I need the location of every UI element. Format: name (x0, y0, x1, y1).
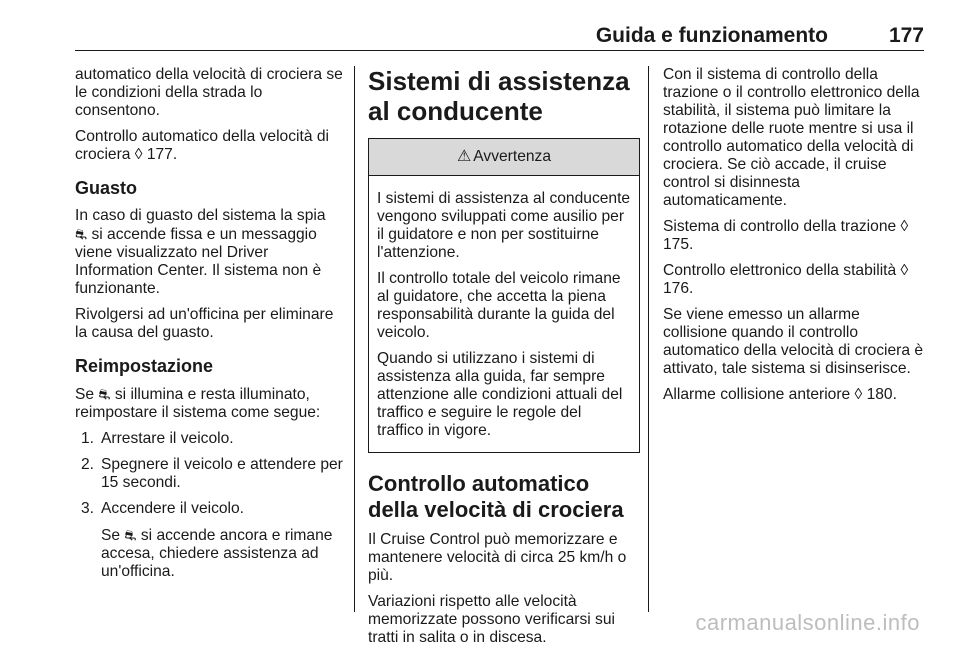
warning-paragraph: Quando si utilizzano i sistemi di assistenza alla guida, far sempre attenzione alle condizioni attuali del traffico e seguire le regole del traffico in vigore. (377, 350, 623, 439)
step-number: 3. (81, 500, 95, 517)
section-title: Sistemi di assistenza al conducente (368, 66, 630, 126)
step-number: 2. (81, 456, 95, 473)
cross-reference: Controllo automatico della velocità di crociera ◊ 177. (75, 128, 329, 163)
warning-body (369, 176, 639, 452)
paragraph-text: In caso di guasto del sistema la spia (75, 207, 326, 224)
paragraph: Variazioni rispetto alle velocità memorizzate possono verificarsi sui tratti in salita o in discesa. (368, 593, 615, 646)
cruise-control-lamp-icon: ⛐ (98, 386, 111, 402)
paragraph: Rivolgersi ad un'officina per eliminare la causa del guasto. (75, 306, 334, 341)
cross-reference: Controllo elettronico della stabilità ◊ 176. (663, 262, 909, 297)
paragraph-text: si accende ancora e rimane accesa, chiedere assistenza ad un'officina. (101, 527, 333, 580)
warning-paragraph: I sistemi di assistenza al conducente vengono sviluppati come ausilio per il guidatore e non per sostituirne l'attenzione. (377, 190, 631, 261)
cross-reference: Allarme collisione anteriore ◊ 180. (663, 386, 897, 403)
paragraph: Il Cruise Control può memorizzare e mantenere velocità di circa 25 km/h o più. (368, 531, 627, 584)
cross-reference: Sistema di controllo della trazione ◊ 175. (663, 218, 909, 253)
watermark: carmanualsonline.info (695, 610, 920, 635)
warning-triangle-icon: ⚠ (456, 148, 472, 165)
step-number: 1. (81, 430, 95, 447)
paragraph-text: Se (101, 527, 121, 544)
paragraph (75, 207, 345, 298)
steps-list (75, 430, 345, 518)
section-title-cruise-control: Controllo automatico della velocità di crociera (368, 471, 624, 522)
paragraph: automatico della velocità di crociera se le condizioni della strada lo consentono. (75, 66, 343, 119)
column-2 (368, 66, 640, 655)
column-1 (75, 66, 345, 589)
page-number: 177 (888, 24, 924, 47)
cruise-control-lamp-icon: ⛐ (75, 226, 88, 242)
paragraph: Con il sistema di controllo della trazione o il controllo elettronico della stabilità, il sistema può limitare la rotazione delle ruote mentre si usa il controllo automatico della velocità di crociera. Se ciò accade, il cruise control si disinnesta automaticamente. (663, 66, 920, 209)
warning-paragraph: Il controllo totale del veicolo rimane al guidatore, che accetta la piena responsabilità durante la guida del veicolo. (377, 270, 621, 341)
header-rule (75, 50, 924, 51)
step-text: Spegnere il veicolo e attendere per 15 secondi. (101, 456, 343, 491)
header-title: Guida e funzionamento (595, 24, 828, 47)
warning-title: Avvertenza (473, 148, 552, 165)
warning-header (369, 139, 639, 176)
list-item (75, 430, 345, 448)
heading-reimpostazione: Reimpostazione (75, 356, 214, 376)
paragraph-text: si illumina e resta illuminato, reimpostare il sistema come segue: (75, 386, 321, 421)
column-divider-1 (354, 66, 355, 612)
paragraph-text: Se (75, 386, 95, 403)
column-divider-2 (648, 66, 649, 612)
list-item (75, 456, 345, 492)
paragraph-text: si accende fissa e un messaggio viene visualizzato nel Driver Information Center. Il sistema non è funzionante. (75, 226, 322, 297)
warning-box (368, 138, 640, 453)
list-item (75, 500, 345, 518)
column-3 (663, 66, 928, 412)
paragraph (75, 385, 345, 422)
step-text: Arrestare il veicolo. (101, 430, 234, 447)
heading-guasto: Guasto (75, 178, 138, 198)
step-note (75, 526, 345, 581)
step-text: Accendere il veicolo. (101, 500, 245, 517)
paragraph: Se viene emesso un allarme collisione quando il controllo automatico della velocità di crociera è attivato, tale sistema si disinserisce. (663, 306, 924, 377)
page-header (0, 0, 960, 52)
cruise-control-lamp-icon: ⛐ (124, 527, 137, 543)
